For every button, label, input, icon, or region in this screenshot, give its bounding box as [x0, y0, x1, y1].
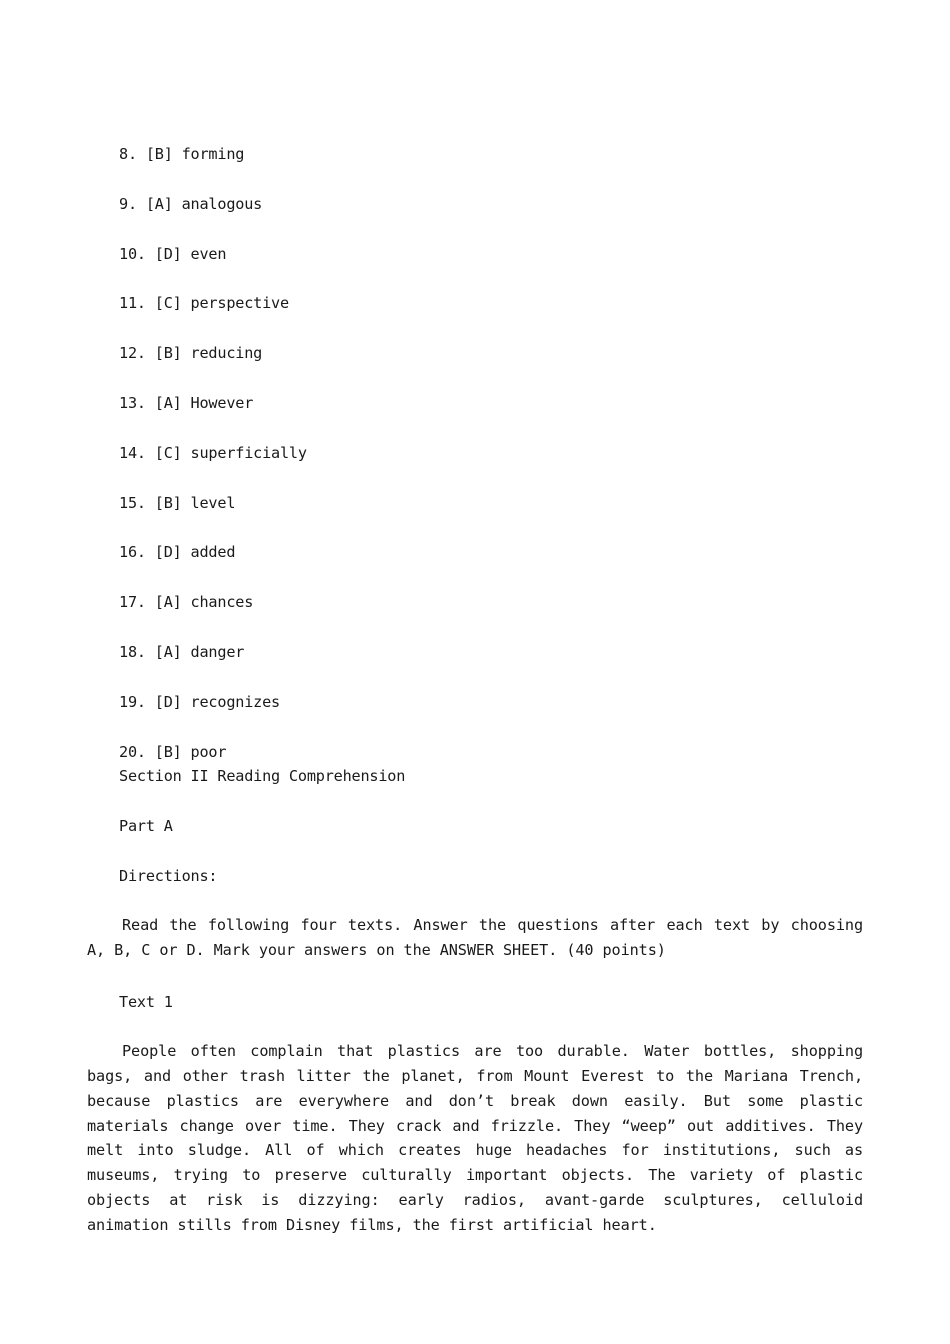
answer-item: 13. [A] However — [119, 393, 254, 412]
answer-item: 14. [C] superficially — [119, 443, 307, 462]
text-paragraph: People often complain that plastics are too durable. Water bottles, shopping bags, and other trash litter the planet, from Mount Everest to the Mariana Trench, because plastics are everywhere and don’t break down easily. But some plastic materials change over time. They crack and frizzle. They “weep” out additives. They melt into sludge. All of which creates huge headaches for institutions, such as museums, trying to preserve culturally important objects. The variety of plastic objects at risk is dizzying: early radios, avant-garde sculptures, celluloid animation stills from Disney films, the first artificial heart. — [87, 1041, 863, 1235]
answer-item: 18. [A] danger — [119, 642, 245, 661]
answer-item: 11. [C] perspective — [119, 294, 289, 313]
answer-key-list — [119, 143, 819, 765]
answer-item: 8. [B] forming — [119, 145, 245, 163]
answer-item: 12. [B] reducing — [119, 344, 263, 363]
answer-item: 20. [B] poor — [119, 742, 227, 761]
part-heading: Part A — [119, 817, 173, 835]
answer-item: 19. [D] recognizes — [119, 692, 280, 711]
answer-item: 9. [A] analogous — [119, 194, 263, 213]
answer-item: 10. [D] even — [119, 244, 227, 263]
answer-item: 16. [D] added — [119, 543, 236, 562]
directions-label: Directions: — [119, 867, 218, 885]
answer-item: 15. [B] level — [119, 493, 236, 512]
section-title: Section II Reading Comprehension — [119, 767, 406, 785]
text-label: Text 1 — [119, 992, 173, 1011]
reading-section — [87, 765, 863, 1238]
directions-text: Read the following four texts. Answer the questions after each text by choosing A, B, C or D. Mark your answers on the ANSWER SHEET. (40 points) — [87, 916, 863, 959]
answer-item: 17. [A] chances — [119, 593, 254, 612]
